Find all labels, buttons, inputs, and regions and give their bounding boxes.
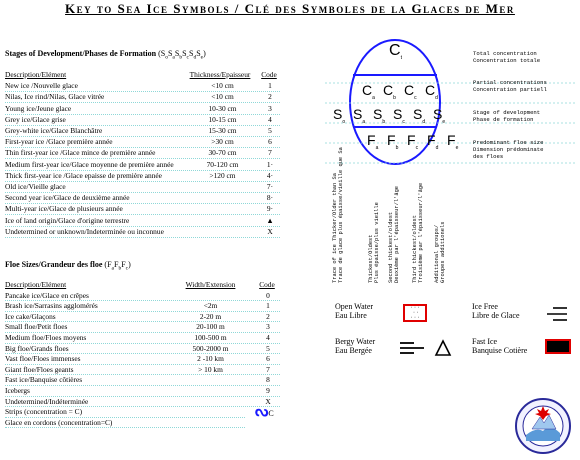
vlabel-thickest: Thickest/Oldest Plus épaisse/plus vieille bbox=[368, 202, 380, 283]
vlabel-additional: Additional groups/ Groupes additionels bbox=[434, 221, 446, 283]
floe-row bbox=[5, 386, 280, 397]
col-desc: Description/Elément bbox=[5, 70, 67, 79]
floe-row bbox=[5, 418, 245, 429]
canadian-ice-service-logo bbox=[514, 397, 572, 455]
strip-wave-icon: ᔓ bbox=[255, 404, 269, 420]
stage-thickness: 70-120 cm bbox=[206, 159, 239, 169]
vlabel-third: Third thickest/oldest Troisième par l'épaisseur/l'âge bbox=[412, 182, 424, 283]
egg-letter: S bbox=[433, 106, 443, 122]
floe-row bbox=[5, 333, 280, 344]
egg-symbol bbox=[373, 106, 385, 125]
floe-width: > 10 km bbox=[198, 364, 223, 374]
stage-thickness: >30 cm bbox=[211, 137, 234, 147]
vlabel-trace: Trace of ice Thicker/Older than Sa Trace de glace plus épaisse/vieille que Sa bbox=[332, 147, 344, 283]
egg-subscript: b bbox=[382, 118, 386, 125]
egg-total: $C_t$ bbox=[389, 42, 402, 62]
floe-code: 0 bbox=[266, 290, 270, 300]
stage-row bbox=[5, 104, 280, 115]
egg-letter: S bbox=[393, 106, 403, 122]
egg-letter: C bbox=[362, 82, 373, 98]
floe-code: 4 bbox=[266, 333, 270, 342]
floe-code: 6 bbox=[266, 354, 270, 364]
floe-desc: Small floe/Petit floes bbox=[5, 322, 68, 332]
floe-desc: Icebergs bbox=[5, 386, 30, 395]
stage-desc: Grey-white ice/Glace Blanchâtre bbox=[5, 126, 103, 135]
floe-row bbox=[5, 397, 280, 408]
stage-code: 4 bbox=[268, 114, 272, 124]
stage-row bbox=[5, 160, 280, 171]
floes-table bbox=[5, 280, 280, 430]
strip-symbol: ᔓC bbox=[255, 404, 274, 420]
egg-letter: F bbox=[407, 132, 416, 148]
stage-code: 2 bbox=[268, 92, 272, 102]
stage-desc: Medium first-year ice/Glace moyenne de première année bbox=[5, 159, 174, 169]
egg-letter: F bbox=[367, 132, 376, 148]
fast-ice-icon bbox=[545, 339, 571, 354]
label-partial: Partial concentrations Concentration partiell bbox=[473, 79, 547, 93]
egg-subscript: a bbox=[362, 118, 366, 125]
egg-symbol bbox=[404, 82, 417, 101]
egg-subscript: e bbox=[442, 118, 446, 125]
stage-desc: First-year ice /Glace première année bbox=[5, 137, 113, 147]
floe-width: 500-2000 m bbox=[192, 343, 229, 353]
stage-code: X bbox=[267, 226, 273, 236]
egg-subscript: b bbox=[395, 144, 399, 151]
stage-desc: Young ice/Jeune glace bbox=[5, 103, 72, 113]
col-thick: Thickness/Epaisseur bbox=[189, 70, 251, 79]
stage-desc: New ice /Nouvelle glace bbox=[5, 81, 78, 91]
floe-row bbox=[5, 344, 280, 355]
page-title: Key to Sea Ice Symbols / Clé des Symboles de la Glaces de Mer bbox=[65, 1, 515, 16]
egg-letter: C bbox=[425, 82, 436, 98]
col-width: Width/Extension bbox=[185, 280, 236, 289]
stage-desc: Multi-year ice/Glace de plusieurs année bbox=[5, 204, 123, 214]
stage-code: 1· bbox=[266, 159, 274, 169]
col-code: Code bbox=[259, 280, 275, 289]
egg-symbol bbox=[362, 82, 375, 101]
egg-symbol bbox=[383, 82, 396, 101]
stage-desc: Ice of land origin/Glace d'origine terrestre bbox=[5, 215, 130, 225]
stage-row bbox=[5, 115, 280, 126]
open-water-icon: · · · · · · · · bbox=[403, 304, 427, 322]
floe-desc: Ice cake/Glaçons bbox=[5, 311, 56, 321]
stages-heading: Stages of Development/Phases de Formation $(S_oS_aS_bS_cS_dS_e)$ bbox=[5, 49, 206, 61]
stage-desc: Old ice/Vieille glace bbox=[5, 182, 66, 191]
stage-row bbox=[5, 193, 280, 204]
egg-letter: F bbox=[387, 132, 396, 148]
legend-ice-free: Ice Free Libre de Glace bbox=[472, 302, 520, 320]
floe-desc: Medium floe/Floes moyens bbox=[5, 333, 87, 342]
floe-desc: Giant floe/Floes geants bbox=[5, 364, 74, 374]
floe-desc: Undetermined/Indéterminée bbox=[5, 396, 89, 406]
egg-subscript: c bbox=[415, 144, 419, 151]
floe-code: 1 bbox=[266, 301, 270, 311]
stage-code: 7· bbox=[266, 182, 274, 191]
egg-symbol bbox=[433, 106, 445, 125]
stage-row bbox=[5, 227, 280, 238]
egg-letter: S bbox=[373, 106, 383, 122]
egg-letter: S bbox=[353, 106, 363, 122]
floe-desc: Brash ice/Sarrasins agglomérés bbox=[5, 301, 98, 311]
stage-code: 7 bbox=[268, 148, 272, 158]
egg-symbol bbox=[333, 106, 345, 125]
floe-code: 8 bbox=[266, 375, 270, 385]
egg-letter: S bbox=[413, 106, 423, 122]
floe-code: X bbox=[265, 396, 271, 406]
egg-letter: F bbox=[447, 132, 456, 148]
floe-desc: Pancake ice/Glace en crêpes bbox=[5, 290, 89, 300]
egg-subscript: o bbox=[342, 118, 346, 125]
stage-row bbox=[5, 171, 280, 182]
stage-row bbox=[5, 126, 280, 137]
floe-width: <2m bbox=[203, 301, 218, 311]
stage-code: 5 bbox=[268, 126, 272, 135]
stage-desc: Thin first-year ice /Glace mince de première année bbox=[5, 148, 156, 158]
floe-code: 7 bbox=[266, 364, 270, 374]
egg-letter: F bbox=[427, 132, 436, 148]
floe-code: 3 bbox=[266, 322, 270, 332]
legend-bergy-water: Bergy Water Eau Bergée bbox=[335, 337, 376, 355]
floe-row bbox=[5, 365, 280, 376]
stage-code: ▲ bbox=[266, 215, 274, 225]
floe-desc: Fast ice/Banquise côtières bbox=[5, 375, 83, 385]
stage-code: 4· bbox=[266, 170, 274, 180]
floe-width: 20-100 m bbox=[196, 322, 225, 332]
col-desc: Description/Elément bbox=[5, 280, 67, 289]
stage-desc: Undetermined or unknown/Indeterminée ou inconnue bbox=[5, 226, 164, 236]
floe-width: 2-20 m bbox=[199, 311, 222, 321]
egg-subscript: a bbox=[375, 144, 379, 151]
floe-width: 100-500 m bbox=[194, 333, 227, 342]
label-total: Total concentration Concentration totale bbox=[473, 50, 541, 64]
legend-fast-ice: Fast Ice Banquise Cotière bbox=[472, 337, 528, 355]
egg-symbol bbox=[425, 82, 438, 101]
floe-row bbox=[5, 322, 280, 333]
egg-letter: C bbox=[383, 82, 394, 98]
egg-letter: C bbox=[404, 82, 415, 98]
floe-row bbox=[5, 301, 280, 312]
egg-symbol bbox=[413, 106, 425, 125]
stage-row bbox=[5, 81, 280, 92]
stage-row bbox=[5, 137, 280, 148]
floe-code: 2 bbox=[266, 311, 270, 321]
stage-code: 6 bbox=[268, 137, 272, 147]
stage-code: 8· bbox=[266, 193, 274, 203]
label-stage: Stage of development Phase de formation bbox=[473, 109, 541, 123]
floe-row bbox=[5, 375, 280, 386]
stage-desc: Grey ice/Glace grise bbox=[5, 114, 66, 124]
egg-letter: S bbox=[333, 106, 343, 122]
bergy-water-icon bbox=[398, 338, 453, 358]
ice-free-icon bbox=[545, 305, 567, 323]
stage-row bbox=[5, 148, 280, 159]
stage-desc: Second year ice/Glace de deuxième année bbox=[5, 193, 130, 203]
stage-thickness: <10 cm bbox=[211, 81, 234, 91]
egg-symbol bbox=[393, 106, 405, 125]
stage-thickness: 30-70 cm bbox=[208, 148, 237, 158]
egg-subscript: a bbox=[372, 94, 375, 101]
stage-row bbox=[5, 182, 280, 193]
floe-row bbox=[5, 291, 280, 302]
floes-heading: Floe Sizes/Grandeur des floe $(F_aF_bF_c)$ bbox=[5, 260, 131, 272]
floe-code: 9 bbox=[266, 386, 270, 395]
egg-subscript: b bbox=[393, 94, 396, 101]
label-floe: Predominant floe size Dimension prédominate des floes bbox=[473, 139, 544, 160]
egg-subscript: e bbox=[455, 144, 459, 151]
stage-thickness: <10 cm bbox=[211, 92, 234, 102]
stage-code: 1 bbox=[268, 81, 272, 91]
stage-row bbox=[5, 216, 280, 227]
stage-thickness: 10-30 cm bbox=[208, 103, 237, 113]
stage-desc: Nilas, Ice rind/Nilas, Glace vitrée bbox=[5, 92, 105, 102]
egg-subscript: d bbox=[435, 144, 439, 151]
stage-code: 3 bbox=[268, 103, 272, 113]
egg-subscript: c bbox=[414, 94, 417, 101]
stage-desc: Thick first-year ice /Glace epaisse de première année bbox=[5, 170, 162, 180]
stages-table bbox=[5, 70, 280, 236]
egg-subscript: d bbox=[435, 94, 438, 101]
stage-code: 9· bbox=[266, 204, 274, 214]
egg-subscript: c bbox=[402, 118, 405, 125]
floe-desc: Strips (concentration = C) bbox=[5, 407, 83, 417]
floe-row bbox=[5, 312, 280, 323]
legend-open-water: Open Water Eau Libre bbox=[335, 302, 374, 320]
floe-row bbox=[5, 354, 280, 365]
vlabel-second: Second thickest/oldest Deuxième par l'épaisseur/l'âge bbox=[388, 185, 400, 283]
egg-subscript: d bbox=[422, 118, 426, 125]
egg-symbol bbox=[447, 132, 458, 151]
floe-width: 2 -10 km bbox=[197, 354, 224, 364]
stage-row bbox=[5, 204, 280, 215]
floe-code: 5 bbox=[266, 343, 270, 353]
egg-symbol bbox=[353, 106, 365, 125]
stage-thickness: 10-15 cm bbox=[208, 114, 237, 124]
stage-thickness: >120 cm bbox=[209, 170, 236, 180]
floe-desc: Vast floe/Floes immenses bbox=[5, 354, 81, 364]
col-code: Code bbox=[261, 70, 277, 79]
stage-thickness: 15-30 cm bbox=[208, 126, 237, 135]
stage-row bbox=[5, 92, 280, 103]
floe-row bbox=[5, 407, 245, 418]
floe-desc: Glace en cordons (concentration=C) bbox=[5, 417, 113, 427]
floe-desc: Big floe/Grands floes bbox=[5, 343, 69, 353]
